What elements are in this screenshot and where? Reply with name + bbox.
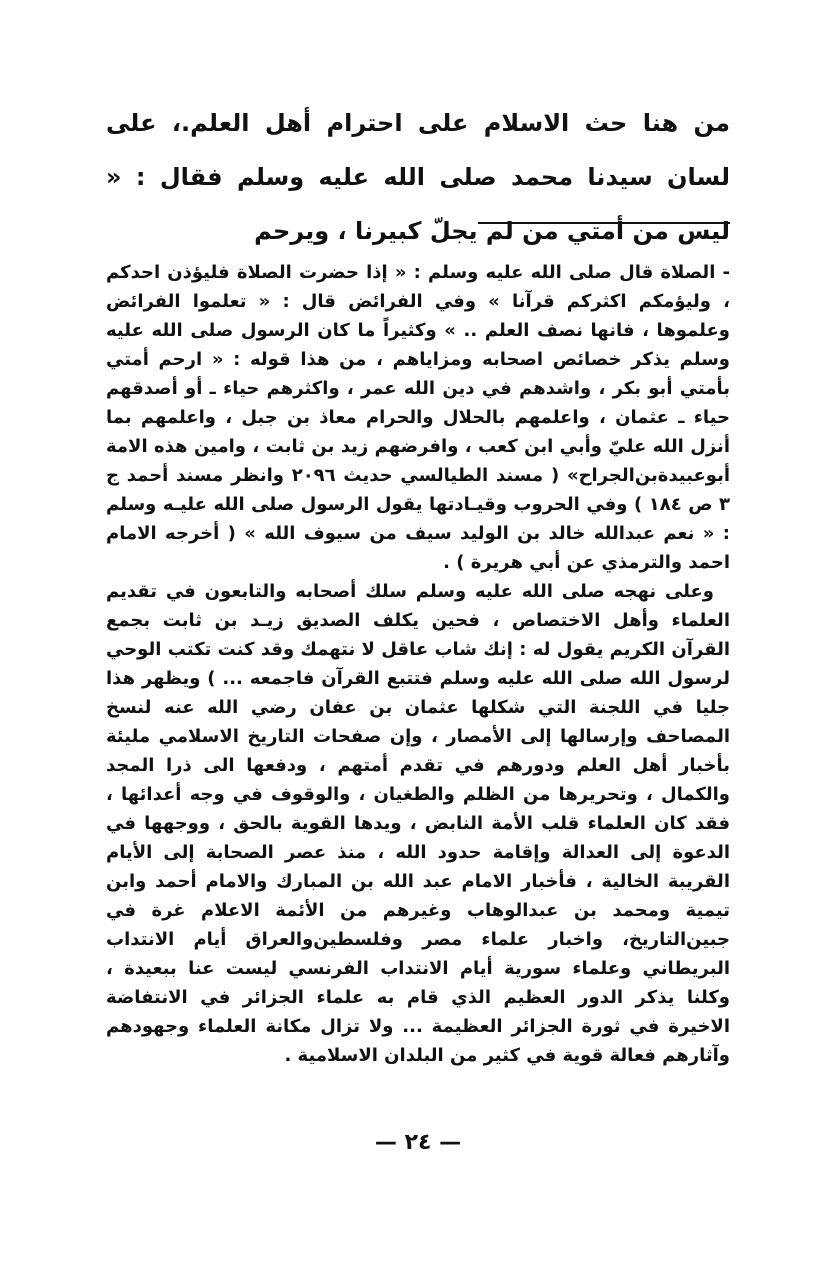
footnote-block (106, 258, 730, 1070)
footnote-separator (478, 222, 730, 224)
footnote-paragraph-1: - الصلاة قال صلى الله عليه وسلم : « إذا حضرت الصلاة فليؤذن احدكم ، وليؤمكم اكثركم قرآنا » وفي الفرائض قال : « تعلموا الفرائض وعلموها ، فانها نصف العلم .. » وكثيراً ما كان الرسول صلى الله عليه وسلم يذكر خصائص اصحابه ومزاياهم ، من هذا قوله : « ارحم أمتي بأمتي أبو بكر ، واشدهم في دين الله عمر ، واكثرهم حياء ـ أو أصدقهم حياء ـ عثمان ، واعلمهم بالحلال والحرام معاذ بن جبل ، واعلمهم بما أنزل الله عليّ وأبي ابن كعب ، وافرضهم زيد بن ثابت ، وامين هذه الامة أبوعبيدةبن‌الجراح» ( مسند الطيالسي حديث ٢٠٩٦ وانظر مسند أحمد ج ٣ ص ١٨٤ ) وفي الحروب وقيـادتها يقول الرسول صلى الله عليـه وسلم : « نعم عبدالله خالد بن الوليد سيف من سيوف الله » ( أخرجه الامام احمد والترمذي عن أبي هريرة ) . (106, 262, 731, 573)
main-text-block (106, 96, 730, 258)
page-number: — ٢٤ — (374, 1130, 462, 1155)
footnote-paragraph-2: وعلى نهجه صلى الله عليه وسلم سلك أصحابه والتابعون في تقديم العلماء وأهل الاختصاص ، فحين يكلف الصديق زيـد بن ثابت بجمع القرآن الكريم يقول له : إنك شاب عاقل لا نتهمك وقد كنت تكتب الوحي لرسول الله صلى الله عليه وسلم فتتبع القرآن فاجمعه ... ) ويظهر هذا جليا في اللجنة التي شكلها عثمان بن عفان رضي الله عنه لنسخ المصاحف وإرسالها إلى الأمصار ، وإن صفحات التاريخ الاسلامي مليئة بأخبار أهل العلم ودورهم في تقدم أمتهم ، ودفعها الى ذرا المجد والكمال ، وتحريرها من الظلم والطغيان ، والوقوف في وجه أعدائها ، فقد كان العلماء قلب الأمة النابض ، ويدها القوية بالحق ، ووجهها في الدعوة إلى العدالة وإقامة حدود الله ، منذ عصر الصحابة إلى الأيام القريبة الخالية ، فأخبار الامام عبد الله بن المبارك والامام أحمد وابن تيمية ومحمد بن عبدالوهاب وغيرهم من الأئمة الاعلام غرة في جبين‌التاريخ، واخبار علماء مصر وفلسطين‌والعراق أيام الانتداب البريطاني وعلماء سورية أيام الانتداب الفرنسي ليست عنا ببعيدة ، وكلنا يذكر الدور العظيم الذي قام به علماء الجزائر في الانتفاضة الاخيرة في ثورة الجزائر العظيمة ... ولا تزال مكانة العلماء وجهودهم وآثارهم فعالة قوية في كثير من البلدان الاسلامية . (106, 581, 730, 1066)
main-paragraph: من هنا حث الاسلام على احترام أهل العلم.، على لسان سيدنا محمد صلى الله عليه وسلم فقال : « ليس من أمتي من لم يجلّ كبيرنا ، ويرحم (106, 109, 730, 245)
